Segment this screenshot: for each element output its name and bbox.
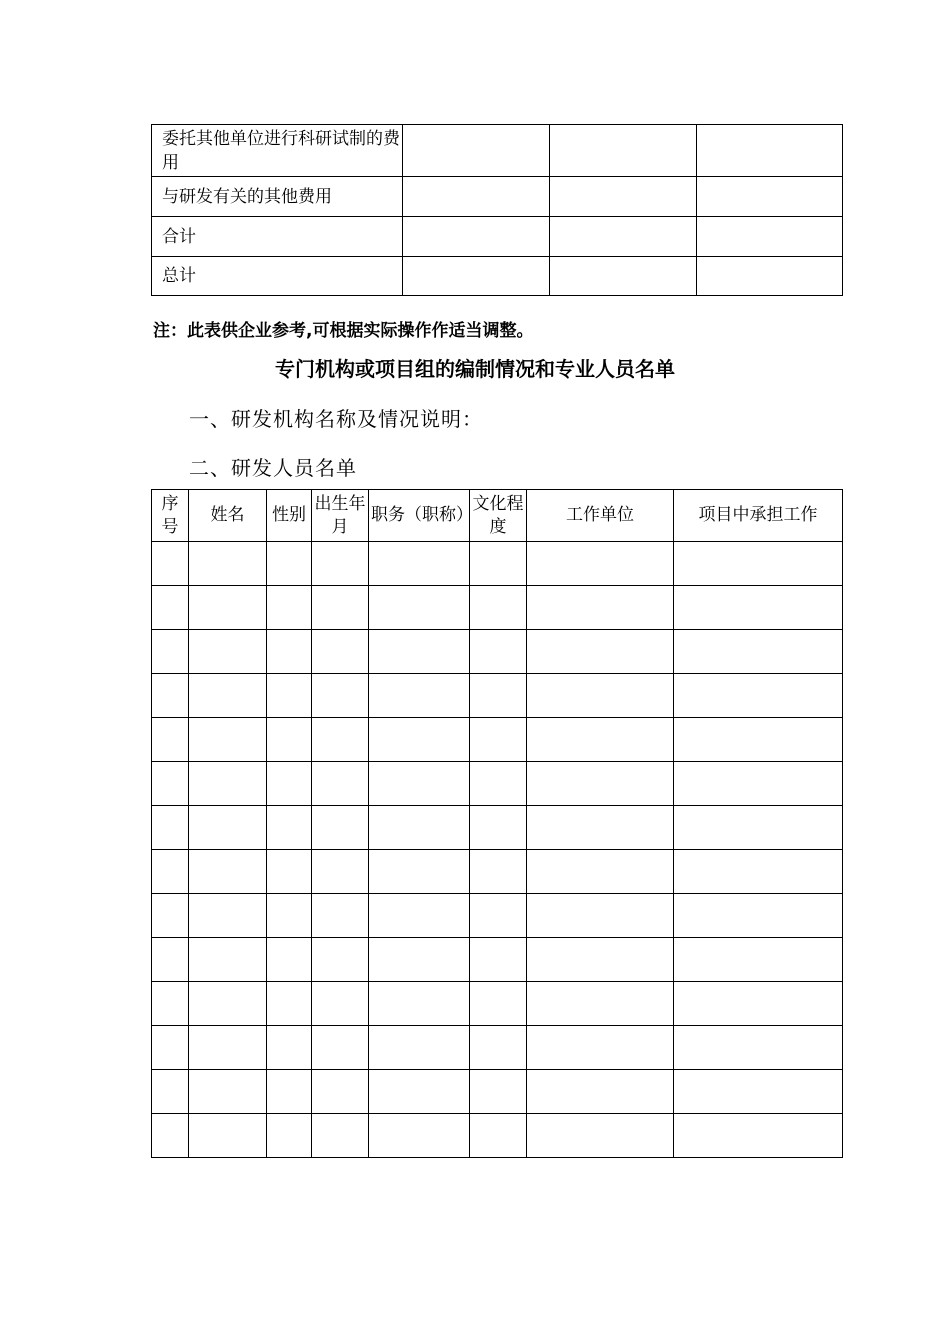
staff-cell[interactable] — [152, 1114, 189, 1158]
staff-cell[interactable] — [152, 586, 189, 630]
staff-cell[interactable] — [674, 762, 843, 806]
staff-cell[interactable] — [369, 850, 470, 894]
staff-cell[interactable] — [189, 630, 267, 674]
staff-cell[interactable] — [470, 1114, 527, 1158]
staff-cell[interactable] — [152, 630, 189, 674]
staff-cell[interactable] — [369, 586, 470, 630]
staff-cell[interactable] — [267, 1114, 312, 1158]
staff-cell[interactable] — [267, 806, 312, 850]
expense-row — [152, 125, 843, 177]
header-workplace: 工作单位 — [527, 490, 674, 542]
staff-cell[interactable] — [527, 1114, 674, 1158]
expense-cell[interactable] — [403, 125, 550, 177]
staff-header-row — [152, 490, 843, 542]
staff-cell[interactable] — [189, 1026, 267, 1070]
expense-cell[interactable] — [403, 177, 550, 217]
staff-cell[interactable] — [267, 718, 312, 762]
staff-cell[interactable] — [189, 806, 267, 850]
staff-cell[interactable] — [470, 762, 527, 806]
staff-table — [151, 489, 843, 1158]
staff-cell[interactable] — [152, 762, 189, 806]
staff-cell[interactable] — [152, 542, 189, 586]
table-row — [152, 982, 843, 1026]
staff-cell[interactable] — [674, 1114, 843, 1158]
table-row — [152, 762, 843, 806]
staff-cell[interactable] — [369, 1026, 470, 1070]
staff-cell[interactable] — [312, 718, 369, 762]
staff-cell[interactable] — [312, 1114, 369, 1158]
staff-cell[interactable] — [369, 542, 470, 586]
expense-cell[interactable] — [550, 257, 697, 296]
staff-cell[interactable] — [674, 586, 843, 630]
staff-cell[interactable] — [312, 674, 369, 718]
staff-cell[interactable] — [470, 674, 527, 718]
table-row — [152, 718, 843, 762]
expense-table — [151, 124, 843, 296]
staff-cell[interactable] — [312, 894, 369, 938]
staff-cell[interactable] — [527, 938, 674, 982]
table-row — [152, 630, 843, 674]
staff-cell[interactable] — [369, 674, 470, 718]
header-gender: 性别 — [267, 490, 312, 542]
staff-cell[interactable] — [369, 894, 470, 938]
expense-cell[interactable] — [550, 177, 697, 217]
staff-cell[interactable] — [267, 630, 312, 674]
staff-cell[interactable] — [470, 850, 527, 894]
staff-cell[interactable] — [369, 1114, 470, 1158]
staff-cell[interactable] — [527, 806, 674, 850]
staff-cell[interactable] — [152, 894, 189, 938]
staff-cell[interactable] — [674, 630, 843, 674]
staff-cell[interactable] — [312, 1070, 369, 1114]
staff-cell[interactable] — [267, 1070, 312, 1114]
staff-cell[interactable] — [312, 982, 369, 1026]
table-row — [152, 850, 843, 894]
table-row — [152, 542, 843, 586]
header-seq: 序号 — [152, 490, 189, 542]
staff-cell[interactable] — [152, 806, 189, 850]
staff-cell[interactable] — [470, 806, 527, 850]
expense-row-label: 合计 — [152, 217, 403, 257]
staff-cell[interactable] — [189, 542, 267, 586]
staff-cell[interactable] — [527, 630, 674, 674]
staff-cell[interactable] — [189, 674, 267, 718]
staff-cell[interactable] — [527, 894, 674, 938]
table-row — [152, 586, 843, 630]
staff-cell[interactable] — [527, 586, 674, 630]
staff-cell[interactable] — [470, 586, 527, 630]
staff-cell[interactable] — [189, 1114, 267, 1158]
staff-cell[interactable] — [152, 718, 189, 762]
staff-cell[interactable] — [527, 718, 674, 762]
header-education: 文化程度 — [470, 490, 527, 542]
staff-cell[interactable] — [312, 806, 369, 850]
header-name: 姓名 — [189, 490, 267, 542]
staff-cell[interactable] — [674, 894, 843, 938]
staff-cell[interactable] — [527, 1070, 674, 1114]
staff-cell[interactable] — [267, 938, 312, 982]
staff-cell[interactable] — [189, 586, 267, 630]
staff-cell[interactable] — [189, 850, 267, 894]
staff-cell[interactable] — [470, 1070, 527, 1114]
section-title: 专门机构或项目组的编制情况和专业人员名单 — [275, 357, 675, 381]
staff-cell[interactable] — [527, 1026, 674, 1070]
staff-cell[interactable] — [527, 542, 674, 586]
staff-cell[interactable] — [369, 806, 470, 850]
staff-cell[interactable] — [267, 982, 312, 1026]
staff-cell[interactable] — [152, 850, 189, 894]
staff-cell[interactable] — [267, 1026, 312, 1070]
staff-cell[interactable] — [674, 542, 843, 586]
heading-org-description: 一、研发机构名称及情况说明： — [189, 407, 483, 431]
staff-cell[interactable] — [674, 806, 843, 850]
expense-row-label: 总计 — [152, 257, 403, 296]
staff-cell[interactable] — [152, 674, 189, 718]
expense-cell[interactable] — [550, 217, 697, 257]
staff-cell[interactable] — [369, 938, 470, 982]
staff-cell[interactable] — [189, 1070, 267, 1114]
staff-cell[interactable] — [152, 938, 189, 982]
staff-cell[interactable] — [674, 982, 843, 1026]
table-row — [152, 1114, 843, 1158]
expense-cell[interactable] — [403, 257, 550, 296]
expense-row-label: 与研发有关的其他费用 — [152, 177, 403, 217]
staff-cell[interactable] — [527, 850, 674, 894]
staff-cell[interactable] — [312, 542, 369, 586]
staff-cell[interactable] — [267, 542, 312, 586]
header-position: 职务（职称） — [369, 490, 470, 542]
header-project-role: 项目中承担工作 — [674, 490, 843, 542]
expense-cell[interactable] — [697, 217, 843, 257]
staff-cell[interactable] — [527, 762, 674, 806]
staff-cell[interactable] — [470, 542, 527, 586]
staff-cell[interactable] — [312, 762, 369, 806]
expense-cell[interactable] — [550, 125, 697, 177]
staff-cell[interactable] — [312, 586, 369, 630]
staff-cell[interactable] — [369, 630, 470, 674]
staff-cell[interactable] — [674, 938, 843, 982]
staff-cell[interactable] — [527, 982, 674, 1026]
expense-cell[interactable] — [697, 125, 843, 177]
staff-cell[interactable] — [470, 894, 527, 938]
staff-cell[interactable] — [470, 630, 527, 674]
staff-cell[interactable] — [369, 718, 470, 762]
staff-cell[interactable] — [674, 674, 843, 718]
table-row — [152, 674, 843, 718]
expense-cell[interactable] — [697, 257, 843, 296]
staff-cell[interactable] — [267, 586, 312, 630]
staff-cell[interactable] — [267, 674, 312, 718]
staff-cell[interactable] — [674, 1026, 843, 1070]
staff-cell[interactable] — [267, 894, 312, 938]
staff-cell[interactable] — [470, 938, 527, 982]
header-birth: 出生年月 — [312, 490, 369, 542]
expense-row — [152, 257, 843, 296]
table-row — [152, 1070, 843, 1114]
staff-cell[interactable] — [312, 938, 369, 982]
table-row — [152, 938, 843, 982]
staff-table-body — [152, 542, 843, 1158]
expense-row — [152, 217, 843, 257]
expense-cell[interactable] — [403, 217, 550, 257]
staff-cell[interactable] — [369, 982, 470, 1026]
staff-cell[interactable] — [470, 718, 527, 762]
staff-cell[interactable] — [189, 982, 267, 1026]
table-row — [152, 894, 843, 938]
table-row — [152, 1026, 843, 1070]
staff-cell[interactable] — [189, 894, 267, 938]
staff-cell[interactable] — [267, 762, 312, 806]
staff-cell[interactable] — [189, 762, 267, 806]
expense-cell[interactable] — [697, 177, 843, 217]
staff-cell[interactable] — [312, 630, 369, 674]
table-row — [152, 806, 843, 850]
staff-cell[interactable] — [267, 850, 312, 894]
staff-cell[interactable] — [189, 718, 267, 762]
staff-cell[interactable] — [470, 1026, 527, 1070]
expense-row-label: 委托其他单位进行科研试制的费用 — [152, 125, 403, 177]
staff-cell[interactable] — [312, 1026, 369, 1070]
table-note: 注：此表供企业参考,可根据实际操作作适当调整。 — [153, 321, 534, 341]
staff-cell[interactable] — [674, 850, 843, 894]
expense-row — [152, 177, 843, 217]
staff-cell[interactable] — [674, 718, 843, 762]
staff-cell[interactable] — [152, 1026, 189, 1070]
staff-cell[interactable] — [470, 982, 527, 1026]
staff-cell[interactable] — [312, 850, 369, 894]
staff-cell[interactable] — [369, 762, 470, 806]
staff-cell[interactable] — [152, 982, 189, 1026]
staff-cell[interactable] — [527, 674, 674, 718]
staff-cell[interactable] — [674, 1070, 843, 1114]
staff-cell[interactable] — [189, 938, 267, 982]
heading-staff-list: 二、研发人员名单 — [189, 456, 357, 480]
staff-cell[interactable] — [369, 1070, 470, 1114]
staff-cell[interactable] — [152, 1070, 189, 1114]
